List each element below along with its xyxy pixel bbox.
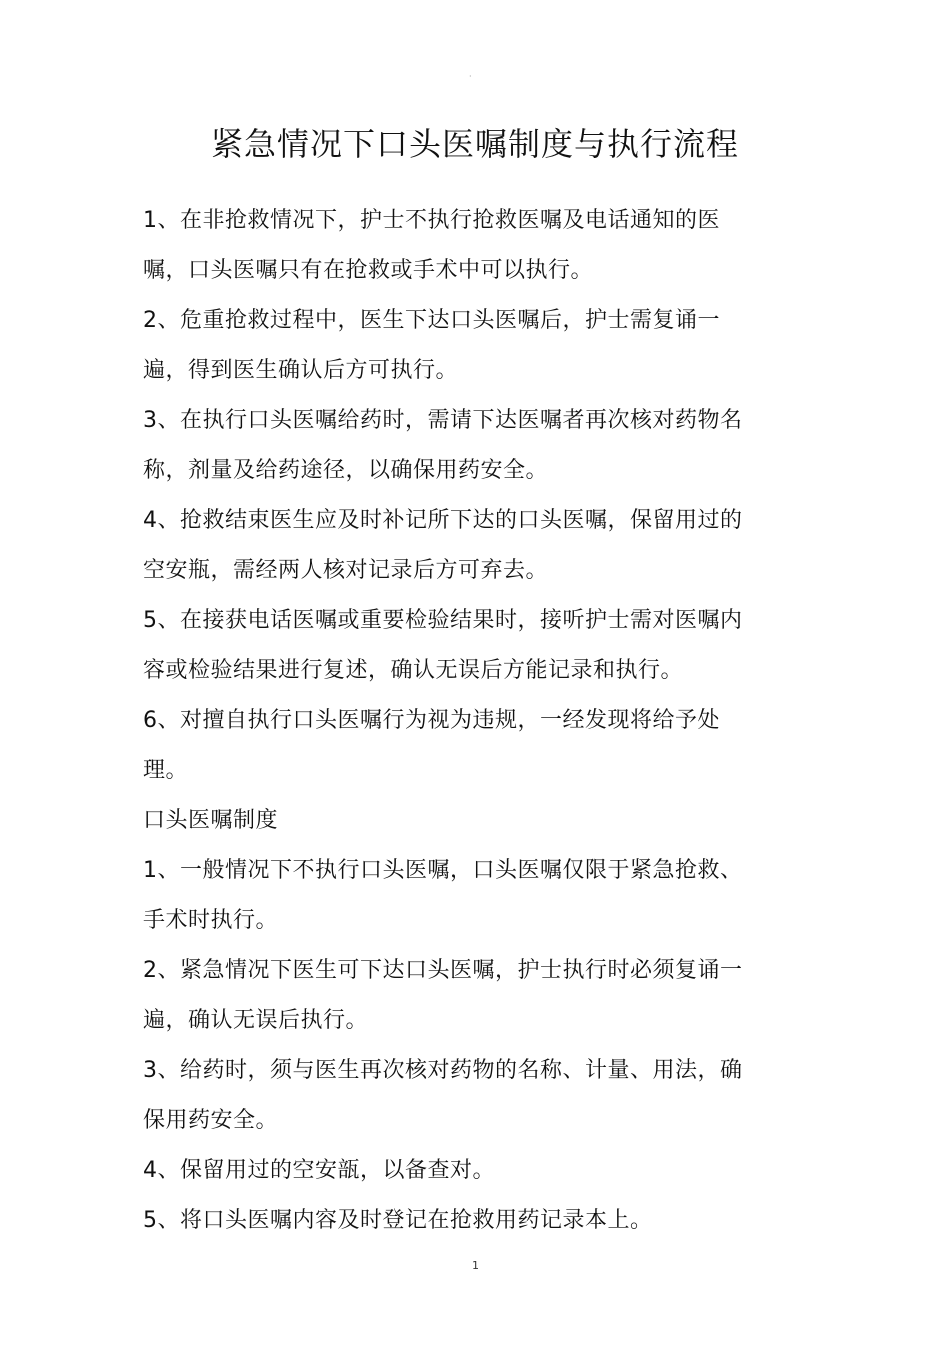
paragraph-5: 5、在接获电话医嘱或重要检验结果时，接听护士需对医嘱内容或检验结果进行复述，确认无误后方能记录和执行。 [143,608,743,683]
paragraph-4: 4、抢救结束医生应及时补记所下达的口头医嘱，保留用过的空安瓶，需经两人核对记录后方可弃去。 [143,508,743,583]
rule-5: 5、将口头医嘱内容及时登记在抢救用药记录本上。 [143,1208,653,1233]
header-mark: · [469,72,472,81]
rule-2: 2、紧急情况下医生可下达口头医嘱，护士执行时必须复诵一遍，确认无误后执行。 [143,958,743,1033]
paragraph-3: 3、在执行口头医嘱给药时，需请下达医嘱者再次核对药物名称，剂量及给药途径，以确保用药安全。 [143,408,743,483]
paragraph-1: 1、在非抢救情况下，护士不执行抢救医嘱及电话通知的医嘱，口头医嘱只有在抢救或手术中可以执行。 [143,208,720,283]
paragraph-2: 2、危重抢救过程中，医生下达口头医嘱后，护士需复诵一遍，得到医生确认后方可执行。 [143,308,720,383]
document-body [143,196,743,1246]
rule-4: 4、保留用过的空安瓿，以备查对。 [143,1158,495,1183]
document-title: 紧急情况下口头医嘱制度与执行流程 [210,125,739,163]
page-number: 1 [472,1259,479,1272]
rule-1: 1、一般情况下不执行口头医嘱，口头医嘱仅限于紧急抢救、手术时执行。 [143,858,743,933]
paragraph-6: 6、对擅自执行口头医嘱行为视为违规，一经发现将给予处理。 [143,708,720,783]
rule-3: 3、给药时，须与医生再次核对药物的名称、计量、用法，确保用药安全。 [143,1058,743,1133]
section-subheading: 口头医嘱制度 [143,808,279,833]
